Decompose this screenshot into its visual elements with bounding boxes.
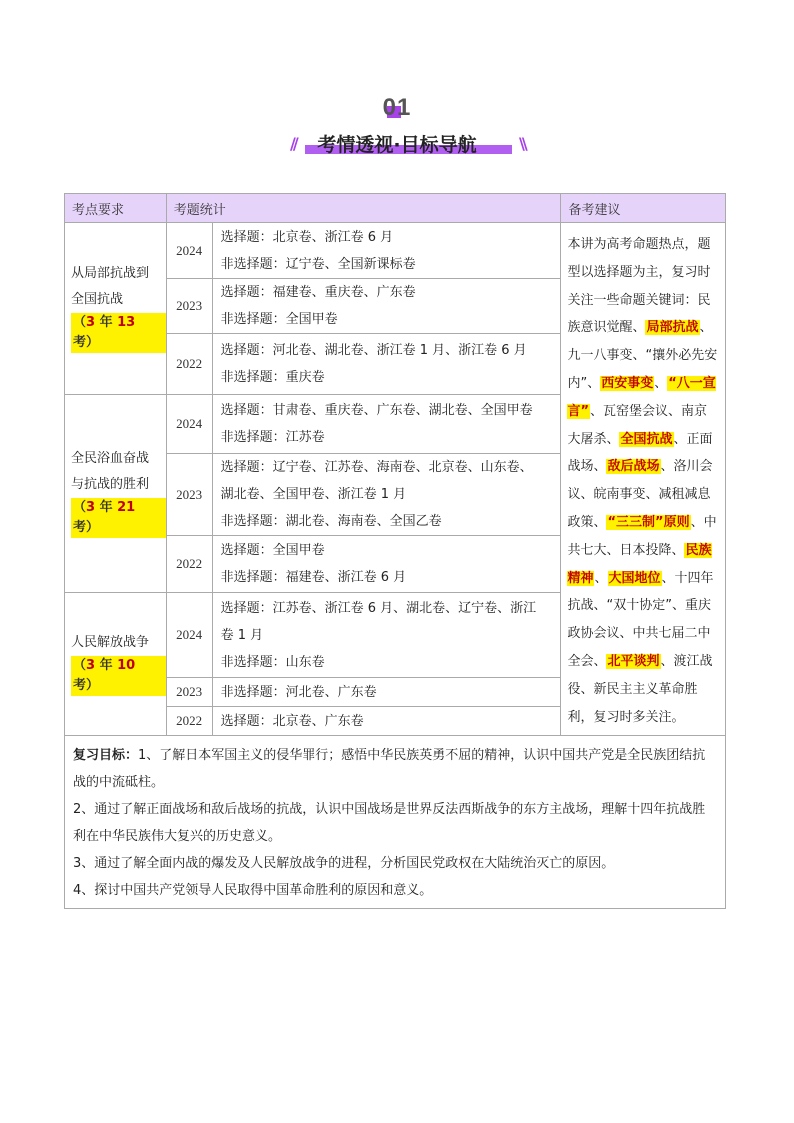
goals-label: 复习目标： [73, 748, 139, 764]
year-cell: 2023 [166, 279, 212, 334]
header-statistics: 考题统计 [166, 194, 561, 223]
topic-cell: 人民解放战争 （3 年 10 考） [65, 593, 167, 736]
year-cell: 2022 [166, 707, 212, 736]
keyword-highlight: 全国抗战 [620, 431, 673, 447]
review-goals-row [65, 736, 726, 909]
exam-list-cell: 选择题：北京卷、广东卷 [212, 707, 561, 736]
section-number: 01 [382, 94, 412, 121]
topic-cell: 从局部抗战到 全国抗战 （3 年 13 考） [65, 223, 167, 395]
exam-list-cell: 选择题：辽宁卷、江苏卷、海南卷、北京卷、山东卷、 湖北卷、全国甲卷、浙江卷 1 月 非选择题：湖北卷、海南卷、全国乙卷 [212, 454, 561, 536]
advice-cell: 本讲为高考命题热点，题型以选择题为主，复习时关注一些命题关键词：民族意识觉醒、局部抗战、九一八事变、“攘外必先安内”、西安事变、“八一宣言”、瓦窑堡会议、南京大屠杀、全国抗战、正面战场、敌后战场、洛川会议、皖南事变、减租减息政策、“三三制”原则、中共七大、日本投降、民族精神、大国地位、十四年抗战、“双十协定”、重庆政协会议、中共七届二中全会、北平谈判、渡江战役、新民主主义革命胜利，复习时多关注。 [561, 223, 726, 736]
exam-list-cell: 非选择题：河北卷、广东卷 [212, 678, 561, 707]
exam-list-cell: 选择题：甘肃卷、重庆卷、广东卷、湖北卷、全国甲卷 非选择题：江苏卷 [212, 395, 561, 454]
year-cell: 2024 [166, 593, 212, 678]
exam-count-badge: （3 年 10 考） [71, 656, 166, 696]
title-text: 考情透视·目标导航 [317, 134, 477, 156]
header-advice: 备考建议 [561, 194, 726, 223]
exam-list-cell: 选择题：福建卷、重庆卷、广东卷 非选择题：全国甲卷 [212, 279, 561, 334]
keyword-highlight: “八一宣言” [567, 375, 716, 419]
year-cell: 2024 [166, 223, 212, 279]
keyword-highlight: 局部抗战 [646, 320, 699, 336]
year-cell: 2023 [166, 454, 212, 536]
table-row [65, 223, 726, 279]
keyword-highlight: 民族精神 [567, 542, 712, 586]
keyword-highlight: 大国地位 [608, 570, 661, 586]
exam-list-cell: 选择题：河北卷、湖北卷、浙江卷 1 月、浙江卷 6 月 非选择题：重庆卷 [212, 334, 561, 395]
exam-count-badge: （3 年 13 考） [71, 313, 166, 353]
keyword-highlight: 敌后战场 [607, 459, 660, 475]
keyword-highlight: “三三制”原则 [607, 514, 690, 530]
exam-list-cell: 选择题：江苏卷、浙江卷 6 月、湖北卷、辽宁卷、浙江 卷 1 月 非选择题：山东卷 [212, 593, 561, 678]
keyword-highlight: 北平谈判 [607, 653, 660, 669]
exam-list-cell: 选择题：北京卷、浙江卷 6 月 非选择题：辽宁卷、全国新课标卷 [212, 223, 561, 279]
year-cell: 2022 [166, 536, 212, 593]
year-cell: 2024 [166, 395, 212, 454]
title-deco-right: \\ [519, 134, 525, 153]
header-requirement: 考点要求 [65, 194, 167, 223]
year-cell: 2023 [166, 678, 212, 707]
exam-list-cell: 选择题：全国甲卷 非选择题：福建卷、浙江卷 6 月 [212, 536, 561, 593]
exam-count-badge: （3 年 21 考） [71, 498, 166, 538]
review-goals-cell: 复习目标：1、了解日本军国主义的侵华罪行；感悟中华民族英勇不屈的精神，认识中国共产党是全民族团结抗战的中流砥柱。 2、通过了解正面战场和敌后战场的抗战，认识中国战场是世界反法西斯战争的东方主战场，理解十四年抗战胜利在中华民族伟大复兴的历史意义。 3、通过了解全面内战的爆发及人民解放战争的进程，分析国民党政权在大陆统治灭亡的原因。 4、探讨中国共产党领导人民取得中国革命胜利的原因和意义。 [65, 736, 726, 909]
keyword-highlight: 西安事变 [601, 375, 654, 391]
exam-analysis-table [64, 193, 726, 909]
table-header-row [65, 194, 726, 223]
section-title [0, 130, 794, 156]
year-cell: 2022 [166, 334, 212, 395]
topic-cell: 全民浴血奋战 与抗战的胜利 （3 年 21 考） [65, 395, 167, 593]
title-deco-left: // [290, 134, 296, 153]
